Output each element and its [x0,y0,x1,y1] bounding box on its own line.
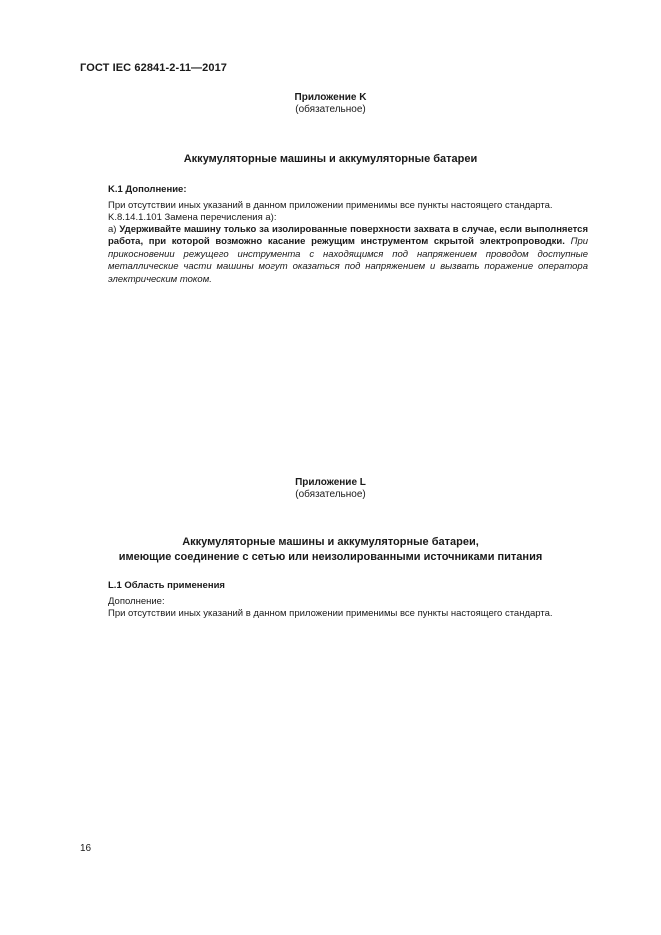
clause-l1-title: L.1 Область применения [108,580,225,591]
page-number: 16 [80,843,92,854]
annex-k-heading-text: Аккумуляторные машины и аккумуляторные батареи [183,153,478,165]
clause-k1-title: K.1 Дополнение: [108,184,187,195]
annex-l-label: Приложение L [295,477,366,488]
clause-k8-replacement: K.8.14.1.101 Замена перечисления а): [108,212,277,223]
annex-l-title [0,477,661,501]
clause-k8-item-a [80,224,588,286]
annex-k-heading [0,152,661,167]
clause-l1-addition: Дополнение: [108,596,165,607]
annex-k-label: Приложение K [294,92,367,103]
annex-k-title [0,92,661,116]
annex-l-status: (обязательное) [295,489,366,500]
item-a-prefix: а) [108,224,120,235]
annex-l-heading [0,535,661,565]
annex-l-heading-line1: Аккумуляторные машины и аккумуляторные батареи, [182,536,479,548]
clause-l1-text: При отсутствии иных указаний в данном приложении применимы все пункты настоящего стандарта. [108,608,553,619]
annex-k-status: (обязательное) [295,104,366,115]
annex-l-heading-line2: имеющие соединение с сетью или неизолированными источниками питания [118,551,543,563]
clause-k1-text: При отсутствии иных указаний в данном приложении применимы все пункты настоящего стандарта. [108,200,553,211]
document-code: ГОСТ IEC 62841-2-11—2017 [80,62,228,74]
item-a-warning: Удерживайте машину только за изолированные поверхности захвата в случае, если выполняется работа, при которой возможно касание режущим инструментом скрытой электропроводки. [108,224,588,248]
item-a-explanation: При прикосновении режущего инструмента с находящимся под напряжением проводом доступные металлические части машины могут оказаться под напряжением и вызвать поражение оператора электрическим током. [108,236,589,285]
